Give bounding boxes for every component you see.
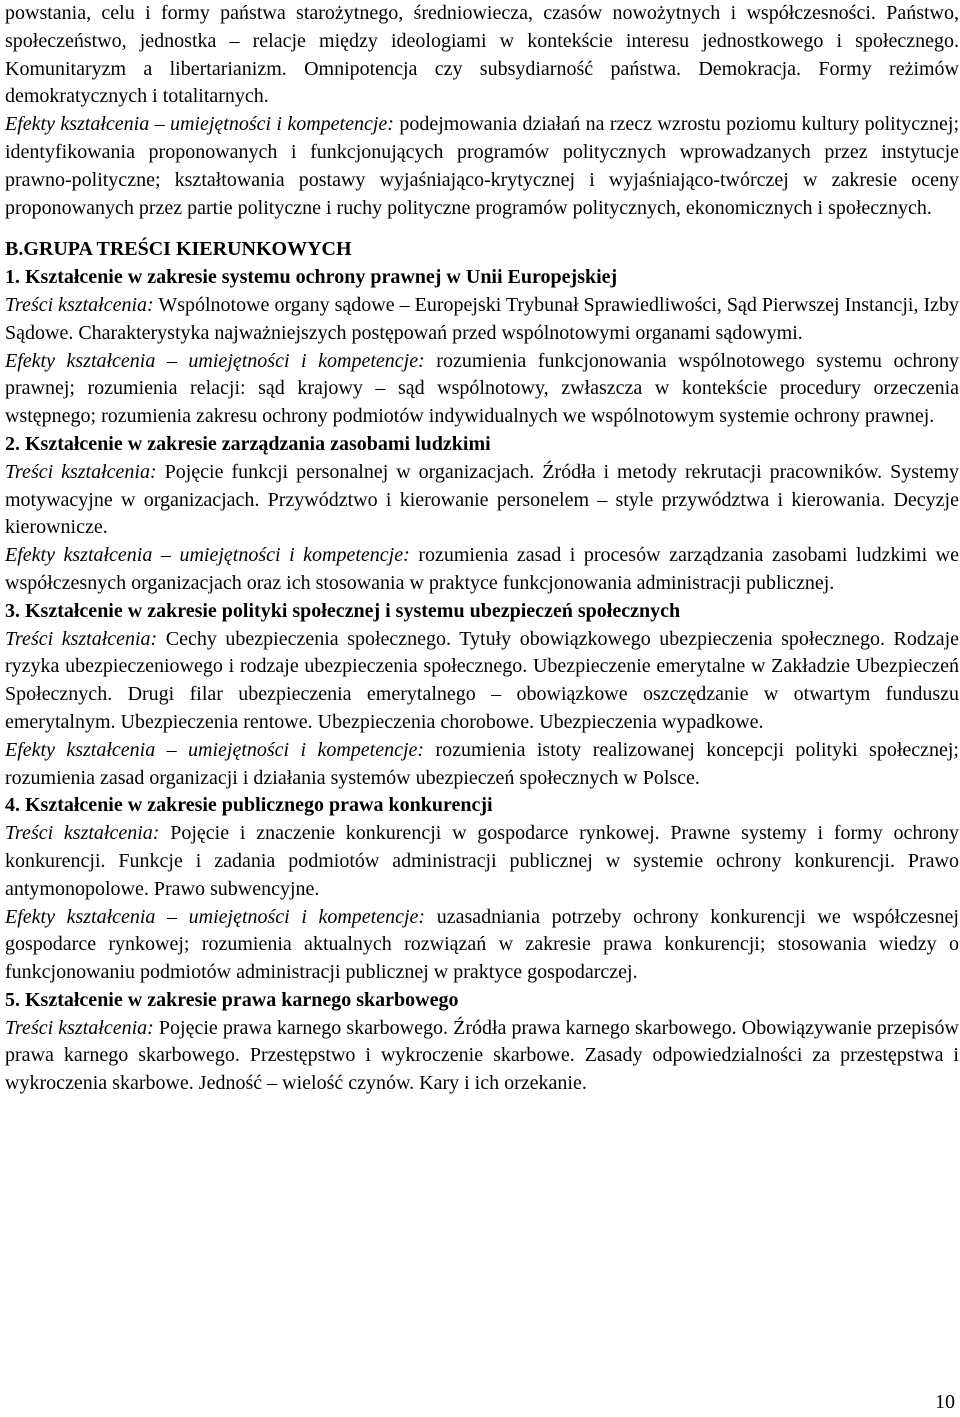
effects-label: Efekty kształcenia – umiejętności i kompetencje: — [5, 738, 425, 761]
content-label: Treści kształcenia: — [5, 627, 158, 650]
content-label: Treści kształcenia: — [5, 822, 160, 845]
section-effects-1 — [5, 348, 959, 431]
section-title-1: 1. Kształcenie w zakresie systemu ochrony prawnej w Unii Europejskiej — [5, 266, 618, 289]
content-text: Pojęcie funkcji personalnej w organizacjach. Źródła i metody rekrutacji pracowników. Systemy motywacyjne w organizacjach. Przywództwo i kierowanie personelem – style przywództwa i kierowania. Decyzje kierownicze. — [5, 460, 960, 539]
effects-text: uzasadniania potrzeby ochrony konkurencji we współczesnej gospodarce rynkowej; rozumienia aktualnych rozwiązań w zakresie prawa konkurencji; stosowania wiedzy o funkcjonowaniu podmiotów administracji publicznej w praktyce gospodarczej. — [5, 905, 959, 984]
section-content-2 — [5, 459, 959, 542]
effects-label: Efekty kształcenia – umiejętności i kompetencje: — [5, 905, 426, 928]
section-effects-2 — [5, 542, 959, 598]
content-label: Treści kształcenia: — [5, 1016, 154, 1039]
section-title-3: 3. Kształcenie w zakresie polityki społecznej i systemu ubezpieczeń społecznych — [5, 599, 681, 622]
content-text: Cechy ubezpieczenia społecznego. Tytuły obowiązkowego ubezpieczenia społecznego. Rodzaje ryzyka ubezpieczeniowego i rodzaje ubezpieczenia społecznego. Ubezpieczenie emerytalne w Zakładzie Ubezpieczeń Społecznych. Drugi filar ubezpieczenia emerytalnego – obowiązkowe oszczędzanie w otwartym funduszu emerytalnym. Ubezpieczenia rentowe. Ubezpieczenia chorobowe. Ubezpieczenia wypadkowe. — [5, 627, 960, 733]
content-text: Pojęcie prawa karnego skarbowego. Źródła prawa karnego skarbowego. Obowiązywanie przepisów prawa karnego skarbowego. Przestępstwo i wykroczenie skarbowe. Zasady odpowiedzialności za przestępstwa i wykroczenia skarbowe. Jedność – wielość czynów. Kary i ich orzekanie. — [5, 1016, 960, 1095]
spacer — [5, 222, 959, 236]
content-label: Treści kształcenia: — [5, 460, 157, 483]
section-effects-3 — [5, 737, 959, 793]
section-title-4: 4. Kształcenie w zakresie publicznego prawa konkurencji — [5, 794, 493, 817]
section-content-4 — [5, 820, 959, 903]
effects-text: rozumienia funkcjonowania wspólnotowego systemu ochrony prawnej; rozumienia relacji: sąd krajowy – sąd wspólnotowy, zwłaszcza w kontekście procedury orzeczenia wstępnego; rozumienia zakresu ochrony podmiotów indywidualnych we wspólnotowym systemie ochrony prawnej. — [5, 349, 960, 428]
intro-effects: podejmowania działań na rzecz wzrostu poziomu kultury politycznej; identyfikowania proponowanych i funkcjonujących programów politycznych wprowadzanych przez instytucje prawno-polityczne; kształtowania postawy wyjaśniająco-krytycznej i wyjaśniająco-twórczej w zakresie oceny proponowanych przez partie polityczne i ruchy polityczne programów politycznych, ekonomicznych i społecznych. — [5, 113, 960, 219]
intro-content: powstania, celu i formy państwa starożytnego, średniowiecza, czasów nowożytnych i współczesności. Państwo, społeczeństwo, jednostka – relacje między ideologiami w kontekście interesu jednostkowego i społecznego. Komunitaryzm a libertarianizm. Omnipotencja czy subsydiarność państwa. Demokracja. Formy reżimów demokratycznych i totalitarnych. — [5, 2, 959, 108]
intro-paragraph — [5, 0, 959, 222]
content-label: Treści kształcenia: — [5, 293, 154, 316]
intro-effects-label: Efekty kształcenia – umiejętności i kompetencje: — [5, 113, 394, 136]
section-content-1 — [5, 292, 959, 348]
section-effects-4 — [5, 904, 959, 987]
section-title-5: 5. Kształcenie w zakresie prawa karnego skarbowego — [5, 988, 459, 1011]
effects-text: rozumienia zasad i procesów zarządzania zasobami ludzkimi we współczesnych organizacjach oraz ich stosowania w praktyce funkcjonowania administracji publicznej. — [5, 544, 959, 594]
document-page — [5, 0, 959, 1098]
section-title-2: 2. Kształcenie w zakresie zarządzania zasobami ludzkimi — [5, 432, 491, 455]
content-text: Pojęcie i znaczenie konkurencji w gospodarce rynkowej. Prawne systemy i formy ochrony konkurencji. Funkcje i zadania podmiotów administracji publicznej w systemie ochrony konkurencji. Prawo antymonopolowe. Prawo subwencyjne. — [5, 822, 960, 900]
page-number: 10 — [935, 1391, 955, 1413]
content-text: Wspólnotowe organy sądowe – Europejski Trybunał Sprawiedliwości, Sąd Pierwszej Instancji, Izby Sądowe. Charakterystyka najważniejszych postępowań przed wspólnotowymi organami sądowymi. — [5, 293, 959, 344]
effects-label: Efekty kształcenia – umiejętności i kompetencje: — [5, 544, 410, 567]
section-content-3 — [5, 626, 959, 737]
effects-label: Efekty kształcenia – umiejętności i kompetencje: — [5, 349, 425, 372]
section-content-5 — [5, 1015, 959, 1098]
group-heading: B.GRUPA TREŚCI KIERUNKOWYCH — [5, 238, 352, 261]
effects-text: rozumienia istoty realizowanej koncepcji polityki społecznej; rozumienia zasad organizacji i działania systemów ubezpieczeń społecznych w Polsce. — [5, 738, 959, 789]
